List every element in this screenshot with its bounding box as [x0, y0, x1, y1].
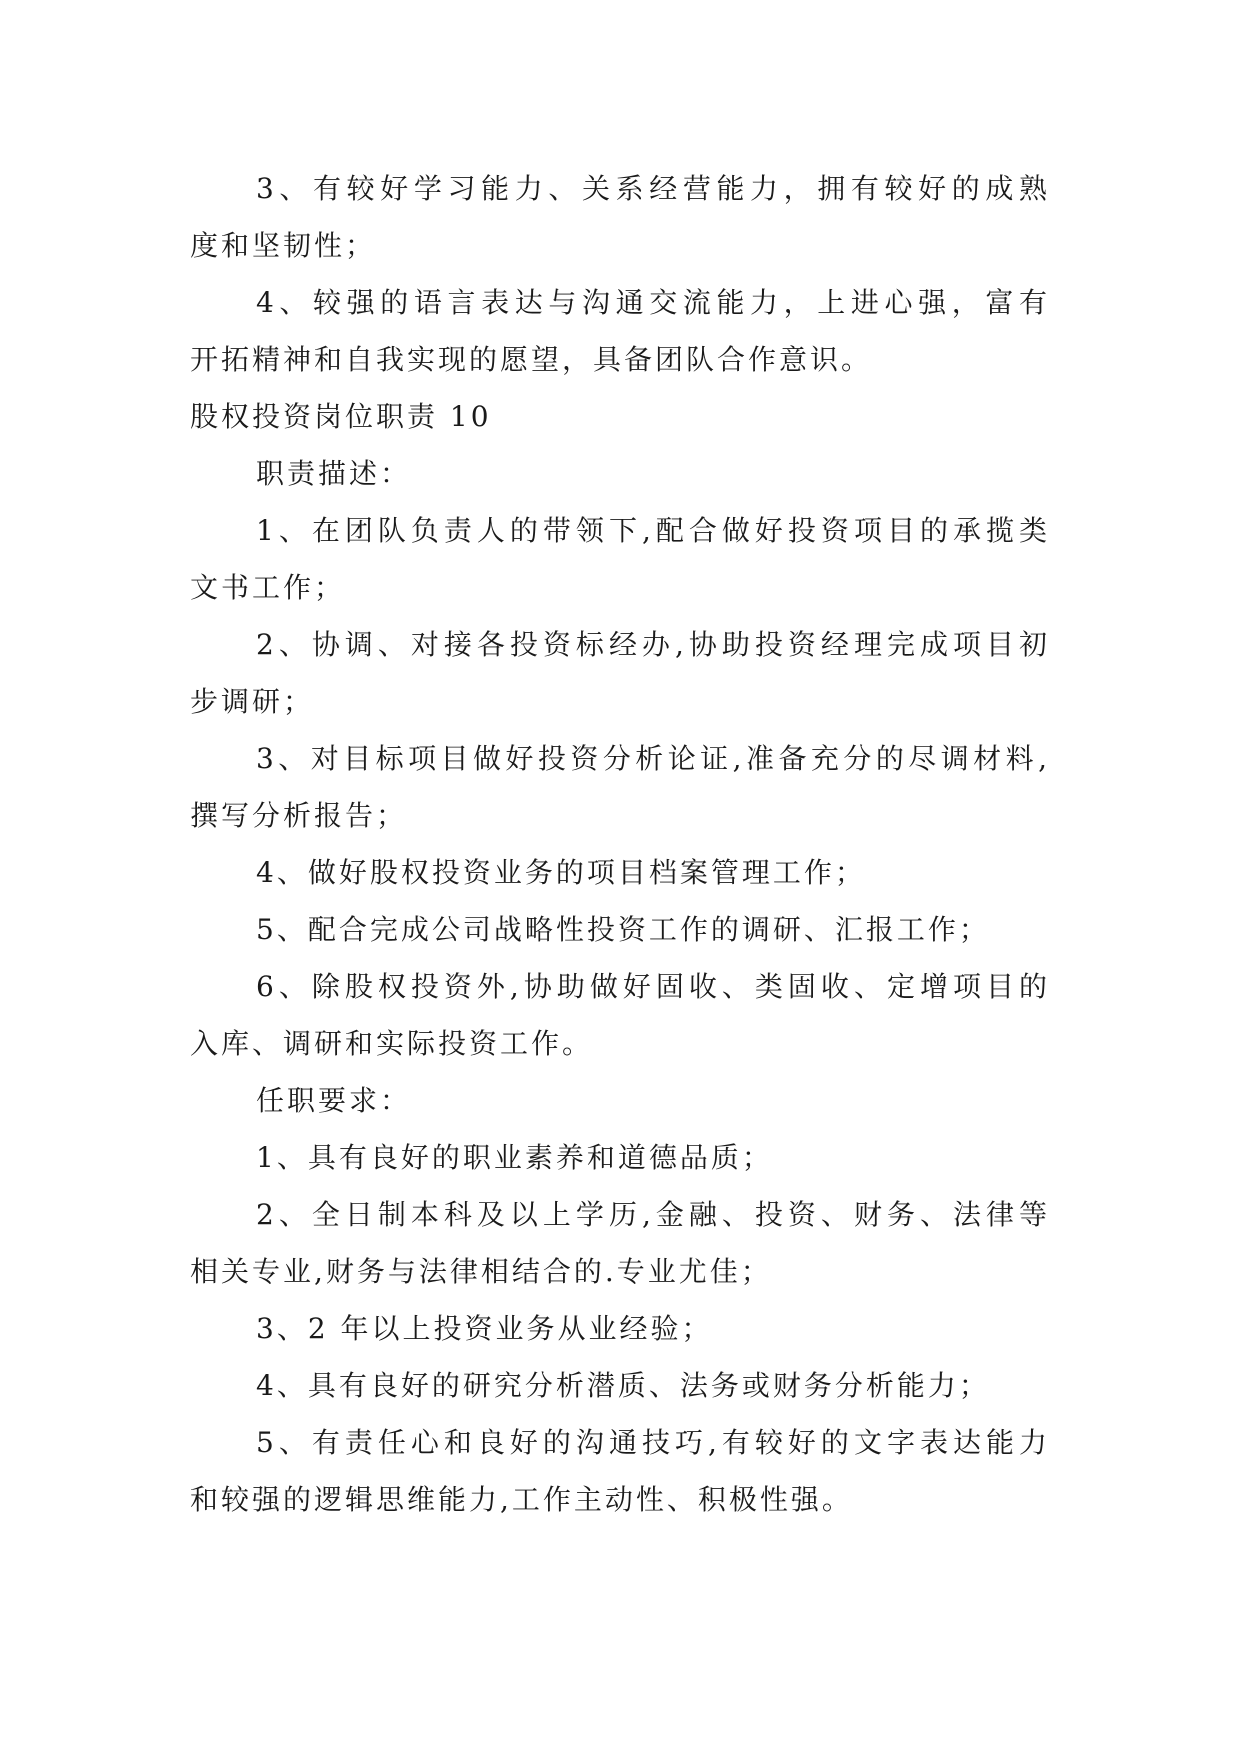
paragraph-line: 6、除股权投资外,协助做好固收、类固收、定增项目的	[256, 970, 1050, 1003]
paragraph-line: 3、2 年以上投资业务从业经验；	[256, 1312, 713, 1345]
paragraph-line: 2、全日制本科及以上学历,金融、投资、财务、法律等	[256, 1198, 1050, 1231]
paragraph-line: 撰写分析报告；	[190, 799, 408, 832]
paragraph-line: 5、配合完成公司战略性投资工作的调研、汇报工作；	[256, 913, 990, 946]
paragraph-line: 4、较强的语言表达与沟通交流能力，上进心强，富有	[256, 286, 1050, 319]
subheading-requirements: 任职要求：	[256, 1084, 412, 1117]
paragraph-line: 2、协调、对接各投资标经办,协助投资经理完成项目初	[256, 628, 1050, 661]
paragraph-line: 3、有较好学习能力、关系经营能力，拥有较好的成熟	[256, 172, 1050, 205]
paragraph-line: 4、做好股权投资业务的项目档案管理工作；	[256, 856, 866, 889]
paragraph-line: 1、在团队负责人的带领下,配合做好投资项目的承揽类	[256, 514, 1050, 547]
section-heading: 股权投资岗位职责 10	[190, 400, 492, 433]
paragraph-line: 文书工作；	[190, 571, 346, 604]
document-page	[190, 160, 1050, 1528]
paragraph-line: 和较强的逻辑思维能力,工作主动性、积极性强。	[190, 1483, 853, 1516]
paragraph-line: 5、有责任心和良好的沟通技巧,有较好的文字表达能力	[256, 1426, 1050, 1459]
paragraph-line: 1、具有良好的职业素养和道德品质；	[256, 1141, 773, 1174]
paragraph-line: 相关专业,财务与法律相结合的.专业尤佳；	[190, 1255, 772, 1288]
paragraph-line: 开拓精神和自我实现的愿望，具备团队合作意识。	[190, 343, 873, 376]
subheading-responsibilities: 职责描述：	[256, 457, 412, 490]
paragraph-line: 步调研；	[190, 685, 315, 718]
paragraph-line: 3、对目标项目做好投资分析论证,准备充分的尽调材料,	[256, 742, 1050, 775]
paragraph-line: 入库、调研和实际投资工作。	[190, 1027, 594, 1060]
paragraph-line: 度和坚韧性；	[190, 229, 377, 262]
paragraph-line: 4、具有良好的研究分析潜质、法务或财务分析能力；	[256, 1369, 990, 1402]
